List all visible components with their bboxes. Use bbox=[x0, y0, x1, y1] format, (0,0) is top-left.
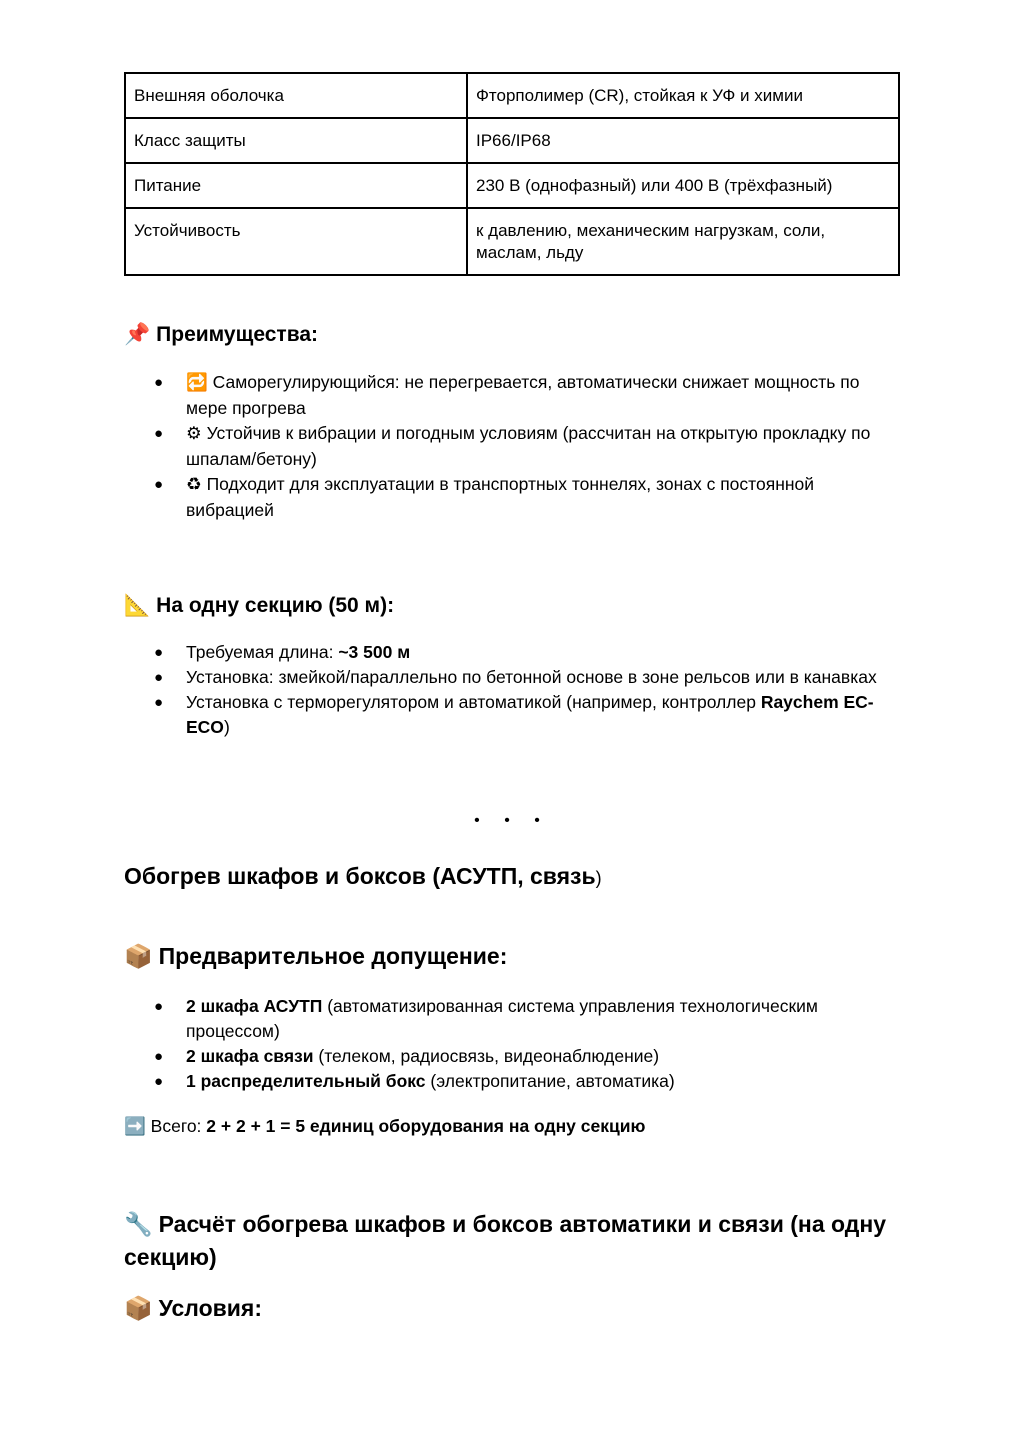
advantages-title: Преимущества: bbox=[156, 323, 318, 346]
table-cell-label: Устойчивость bbox=[125, 208, 467, 275]
list-item-text: Установка: змейкой/параллельно по бетонной основе в зоне рельсов или в канавках bbox=[186, 667, 877, 687]
required-length: ~3 500 м bbox=[338, 642, 411, 662]
calc-title: Расчёт обогрева шкафов и боксов автоматики и связи (на одну секцию) bbox=[124, 1211, 887, 1270]
conditions-title: Условия: bbox=[158, 1295, 263, 1321]
list-item: ● 1 распределительный бокс (электропитание, автоматика) bbox=[154, 1071, 675, 1091]
calc-heading bbox=[124, 1208, 900, 1273]
list-item-bold: 2 шкафа АСУТП bbox=[186, 996, 323, 1016]
heating-title-paren: ) bbox=[595, 868, 602, 888]
list-item-text: Подходит для эксплуатации в транспортных тоннелях, зонах с постоянной вибрацией bbox=[186, 474, 815, 520]
list-item: ● Требуемая длина: ~3 500 м bbox=[154, 642, 411, 662]
table-cell-label: Внешняя оболочка bbox=[125, 73, 467, 118]
list-item-text: Требуемая длина: bbox=[186, 642, 339, 662]
section-heading bbox=[124, 592, 394, 619]
controller-name: Raychem EC-ECO bbox=[186, 692, 874, 737]
list-item-bold: 1 распределительный бокс bbox=[186, 1071, 426, 1091]
advantages-list bbox=[124, 370, 900, 523]
total-value: 2 + 2 + 1 = 5 единиц оборудования на одну секцию bbox=[206, 1116, 646, 1136]
total-line bbox=[124, 1114, 645, 1140]
triangular-ruler-icon: 📐 bbox=[124, 593, 151, 617]
table-cell-value: к давлению, механическим нагрузкам, соли, маслам, льду bbox=[467, 208, 899, 275]
list-item-text: (автоматизированная система управления технологическим процессом) bbox=[186, 996, 818, 1041]
table-cell-value: IP66/IP68 bbox=[467, 118, 899, 163]
list-item: ● 🔁 Саморегулирующийся: не перегревается, автоматически снижает мощность по мере прогрева bbox=[154, 372, 860, 418]
list-item-text: (электропитание, автоматика) bbox=[425, 1071, 675, 1091]
wrench-icon: 🔧 bbox=[124, 1212, 153, 1238]
conditions-heading bbox=[124, 1292, 262, 1325]
right-arrow-icon: ➡️ bbox=[124, 1117, 146, 1137]
package-icon: 📦 bbox=[124, 944, 153, 970]
repeat-icon: 🔁 bbox=[186, 373, 208, 393]
heating-title: Обогрев шкафов и боксов (АСУТП, связь bbox=[124, 863, 596, 889]
pushpin-icon: 📌 bbox=[124, 322, 151, 346]
assumption-list bbox=[124, 994, 900, 1094]
list-item: ● 2 шкафа АСУТП (автоматизированная система управления технологическим процессом) bbox=[154, 996, 818, 1041]
total-prefix: Всего: bbox=[150, 1116, 207, 1136]
list-item: ● 2 шкафа связи (телеком, радиосвязь, видеонаблюдение) bbox=[154, 1046, 660, 1066]
table-cell-label: Питание bbox=[125, 163, 467, 208]
list-item: ● ⚙ Устойчив к вибрации и погодным условиям (рассчитан на открытую прокладку по шпалам/бетону) bbox=[154, 423, 871, 469]
assumption-heading bbox=[124, 940, 507, 973]
table-row bbox=[125, 163, 899, 208]
list-item-suffix: ) bbox=[223, 717, 230, 737]
list-item-bold: 2 шкафа связи bbox=[186, 1046, 314, 1066]
package-icon: 📦 bbox=[124, 1296, 153, 1322]
gear-icon: ⚙ bbox=[186, 424, 202, 444]
table-row bbox=[125, 73, 899, 118]
table-cell-value: Фторполимер (CR), стойкая к УФ и химии bbox=[467, 73, 899, 118]
recycle-icon: ♻ bbox=[186, 475, 202, 495]
section-list bbox=[124, 640, 900, 740]
list-item-text: (телеком, радиосвязь, видеонаблюдение) bbox=[313, 1046, 660, 1066]
table-row bbox=[125, 208, 899, 275]
list-item-text: Установка с терморегулятором и автоматикой (например, контроллер bbox=[186, 692, 761, 712]
list-item: ● Установка с терморегулятором и автоматикой (например, контроллер Raychem EC-ECO) bbox=[154, 692, 874, 737]
spec-table bbox=[124, 72, 900, 276]
assumption-title: Предварительное допущение: bbox=[158, 943, 508, 969]
list-item-text: Устойчив к вибрации и погодным условиям (рассчитан на открытую прокладку по шпалам/бетону) bbox=[186, 423, 871, 469]
table-cell-value: 230 В (однофазный) или 400 В (трёхфазный) bbox=[467, 163, 899, 208]
heating-heading bbox=[124, 860, 602, 894]
table-cell-label: Класс защиты bbox=[125, 118, 467, 163]
table-row bbox=[125, 118, 899, 163]
list-item: ● Установка: змейкой/параллельно по бетонной основе в зоне рельсов или в канавках bbox=[154, 667, 877, 687]
advantages-heading bbox=[124, 321, 318, 348]
section-title: На одну секцию (50 м): bbox=[156, 594, 395, 617]
list-item: ● ♻ Подходит для эксплуатации в транспортных тоннелях, зонах с постоянной вибрацией bbox=[154, 474, 815, 520]
section-separator: • • • bbox=[474, 812, 550, 829]
list-item-text: Саморегулирующийся: не перегревается, автоматически снижает мощность по мере прогрева bbox=[186, 372, 860, 418]
